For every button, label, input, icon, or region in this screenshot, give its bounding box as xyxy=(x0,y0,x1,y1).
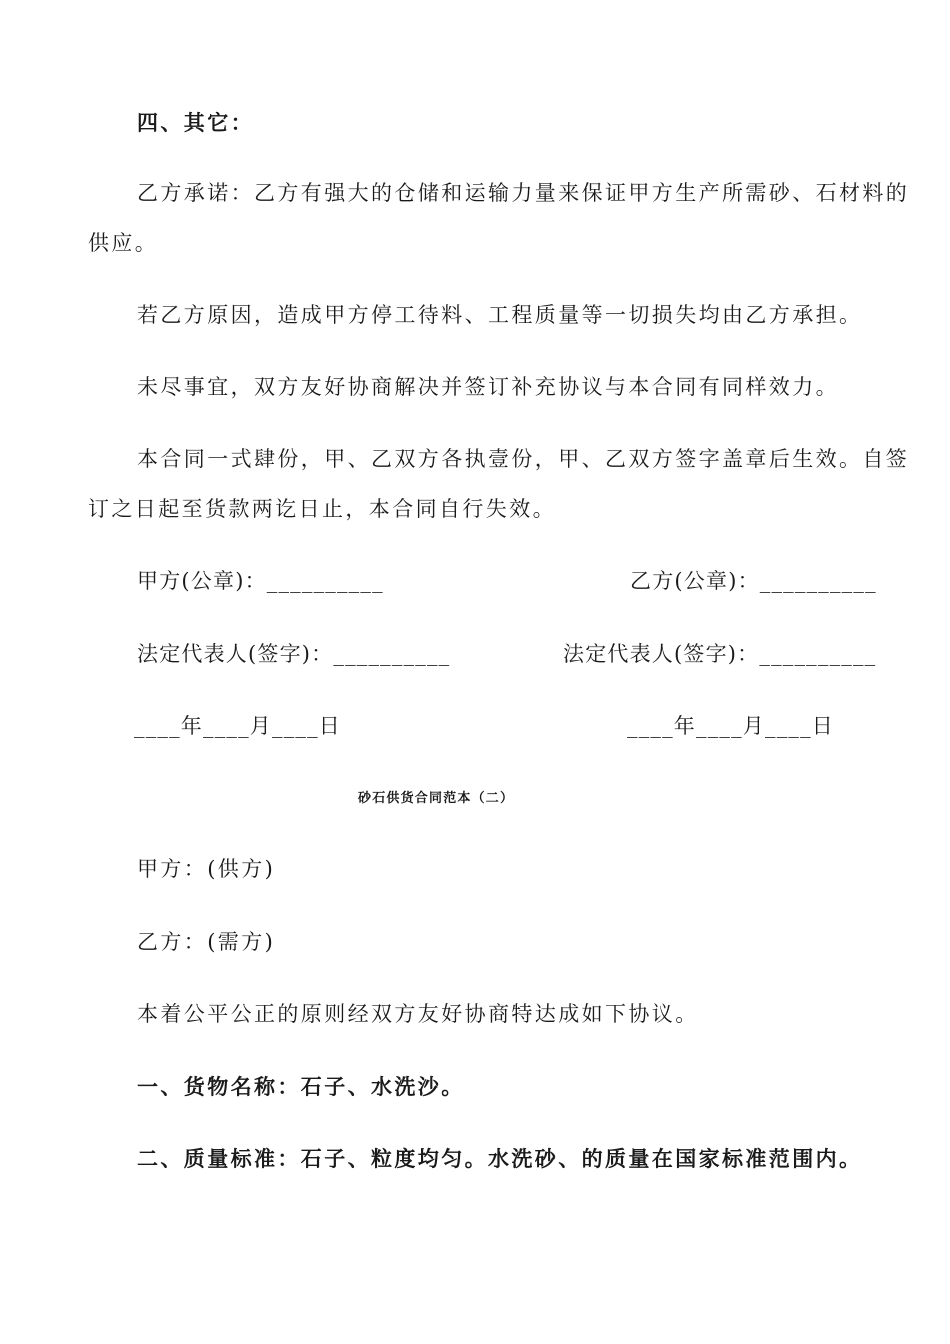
copies-line-1: 本合同一式肆份，甲、乙双方各执壹份，甲、乙双方签字盖章后生效。自签 xyxy=(137,447,910,471)
unfinished-matters-paragraph: 未尽事宜，双方友好协商解决并签订补充协议与本合同有同样效力。 xyxy=(137,375,839,399)
party-a-date-field: ____年____月____日 xyxy=(134,714,341,738)
party-b-representative-field: 法定代表人(签字)：__________ xyxy=(563,642,877,666)
party-a-seal-field: 甲方(公章)：__________ xyxy=(137,569,384,593)
party-a-representative-field: 法定代表人(签字)：__________ xyxy=(137,642,451,666)
intro-paragraph: 本着公平公正的原则经双方友好协商特达成如下协议。 xyxy=(137,1002,699,1026)
party-a-line: 甲方：(供方) xyxy=(137,857,276,881)
liability-paragraph: 若乙方原因，造成甲方停工待料、工程质量等一切损失均由乙方承担。 xyxy=(137,303,863,327)
copies-line-2: 订之日起至货款两讫日止，本合同自行失效。 xyxy=(88,497,556,521)
item-quality-standard: 二、质量标准：石子、粒度均匀。水洗砂、的质量在国家标准范围内。 xyxy=(137,1146,863,1171)
contract-title: 砂石供货合同范本（二） xyxy=(358,791,515,806)
promise-line-1: 乙方承诺：乙方有强大的仓储和运输力量来保证甲方生产所需砂、石材料的 xyxy=(137,181,910,205)
promise-line-2: 供应。 xyxy=(88,231,159,255)
party-b-line: 乙方：(需方) xyxy=(137,930,276,954)
item-goods-name: 一、货物名称：石子、水洗沙。 xyxy=(137,1074,465,1099)
party-b-seal-field: 乙方(公章)：__________ xyxy=(630,569,877,593)
section-heading: 四、其它： xyxy=(137,110,254,135)
party-b-date-field: ____年____月____日 xyxy=(627,714,834,738)
